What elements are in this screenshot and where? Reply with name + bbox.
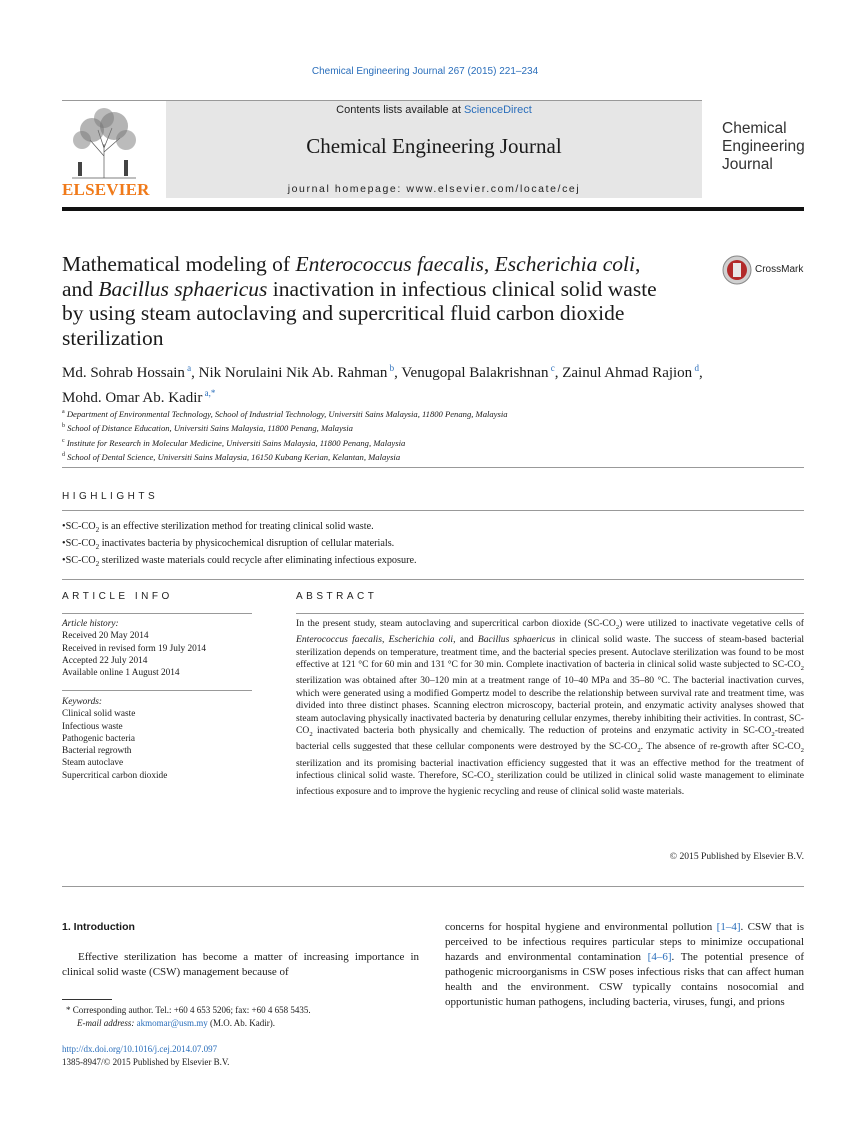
highlight-item: • $SC-CO_2$ is an effective sterilization method for treating clinical solid waste. — [62, 520, 807, 537]
journal-citation[interactable]: Chemical Engineering Journal 267 (2015) 221–234 — [311, 66, 539, 77]
article-info-heading: ARTICLE INFO — [62, 591, 173, 602]
divider — [62, 886, 804, 887]
article-history — [62, 618, 252, 679]
reference-link[interactable]: [4–6] — [647, 951, 672, 963]
affiliation: $^c$ Institute for Research in Molecular Medicine, Universiti Sains Malaysia, 11800 Penang, Malaysia — [62, 437, 406, 448]
title-text: , and — [62, 252, 641, 301]
author-affiliation-marker[interactable]: c — [548, 363, 555, 373]
crossmark-icon — [722, 255, 752, 285]
keywords-label: Keywords: — [62, 697, 102, 707]
keyword: Pathogenic bacteria — [62, 733, 136, 744]
affiliation: $^d$ School of Dental Science, Universiti Sains Malaysia, 16150 Kubang Kerian, Kelantan, Malaysia — [62, 451, 401, 462]
divider — [296, 613, 804, 614]
corresponding-author-note: * Corresponding author. Tel.: +60 4 653 5206; fax: +60 4 658 5435. — [66, 1005, 311, 1015]
copyright-notice: © 2015 Published by Elsevier B.V. — [669, 851, 804, 862]
title-species-name: Enterococcus faecalis — [295, 252, 484, 276]
issn-line: 1385-8947/© 2015 Published by Elsevier B.V. — [62, 1057, 230, 1067]
affiliation: $^a$ Department of Environmental Technology, School of Industrial Technology, Universiti Sains Malaysia, 11800 Penang, Malaysia — [62, 408, 508, 419]
journal-title: Chemical Engineering Journal — [306, 134, 562, 158]
history-entry: Accepted 22 July 2014 — [62, 655, 148, 666]
keyword: Supercritical carbon dioxide — [62, 770, 168, 781]
keyword: Steam autoclave — [62, 758, 124, 769]
author-list: Md. Sohrab Hossain $^a$, Nik Norulaini Nik Ab. Rahman $^b$, Venugopal Balakrishnan $^c$, Zainul Ahmad Rajion $^d$, Mohd. Omar Ab. Kadir $^{a,*}$ — [62, 363, 703, 406]
article-title — [62, 252, 662, 350]
title-text: inactivation in infectious clinical solid waste by using steam autoclaving and supercritical fluid carbon dioxide sterilization — [62, 276, 657, 350]
journal-homepage[interactable]: journal homepage: www.elsevier.com/locate/cej — [287, 183, 581, 195]
highlights-heading: HIGHLIGHTS — [62, 491, 159, 502]
journal-cover-logo — [722, 120, 822, 174]
section-heading-introduction: 1. Introduction — [62, 921, 135, 933]
divider — [62, 613, 252, 614]
author-affiliation-marker[interactable]: a — [184, 363, 192, 373]
affiliation: $^b$ School of Distance Education, Universiti Sains Malaysia, 11800 Penang, Malaysia — [62, 423, 353, 434]
author-affiliation-marker[interactable]: d — [692, 363, 699, 373]
author-name[interactable]: Mohd. Omar Ab. Kadir — [62, 390, 203, 406]
author-name[interactable]: Nik Norulaini Nik Ab. Rahman — [198, 365, 388, 381]
sciencedirect-link[interactable]: ScienceDirect — [463, 104, 532, 116]
journal-logo-line: Journal — [722, 156, 773, 173]
author-affiliation-marker[interactable]: a,* — [202, 388, 216, 398]
crossmark-badge[interactable] — [722, 255, 812, 285]
header-divider — [62, 207, 804, 211]
abstract-body: In the present study, steam autoclaving and supercritical carbon dioxide $(SC-CO_2)$ were utilized to inactivate vegetative cells of Enterococcus faecalis, Escherichia coli, and Bacillus sphaericus in clinical solid waste. The success of steam-based bacterial sterilization depends on temperature, treatment time, and the bacterial species present. Autoclave sterilization was found to be most effective at 121 °C for 60 min and 131 °C for 30 min. Complete inactivation of bacteria in clinical solid waste subjected to $SC-CO_2$ sterilization was obtained after 30–120 min at a treatment range of 10–40 MPa and 35–80 °C. The bacterial inactivation curves, which were generated using a modified Gompertz model to describe the relationship between survival rate and treatment time, was divided into three distinct phases. Scanning electron microscopy, bacterial protein, and enzymatic activity analyses showed that steam autoclaving physically inactivated bacteria by denaturing cellular enzymes, thereby inhibiting their activities. In contrast, $SC-CO_2$ inactivated bacteria both physically and chemically. The reduction of proteins and enzymatic activity in $SC-CO_2$-treated bacterial cells suggested that these cellular components were destroyed by the $SC-CO_2$. The absence of re-growth after $SC-CO_2$ sterilization and its promising bacterial inactivation efficiency suggested that it was an effective method for the treatment of infectious clinical solid waste. Therefore, $SC-CO_2$ sterilization could be utilized in clinical solid waste management to eliminate infectious exposure and to improve the hygienic recycling and reuse of clinical solid waste materials. — [296, 618, 804, 798]
author-affiliation-marker[interactable]: b — [387, 363, 395, 373]
keywords-list — [62, 696, 252, 782]
history-entry: Received in revised form 19 July 2014 — [62, 643, 207, 654]
keyword: Infectious waste — [62, 721, 123, 732]
intro-paragraph-col1: Effective sterilization has become a matter of increasing importance in clinical solid waste (CSW) management because of — [62, 951, 419, 978]
intro-paragraph-col2: concerns for hospital hygiene and environmental pollution [1–4]. CSW that is perceived to be infectious requires particular steps to minimize occupational hazards and environmental contamination [4–6]. The potential presence of pathogenic microorganisms in CSW poses infectious risks that can affect human health and the environment. CSW typically contains nosocomial and opportunistic human pathogens, including bacteria, viruses, fungi, and prions — [445, 921, 805, 1008]
author-name[interactable]: Venugopal Balakrishnan — [401, 365, 549, 381]
elsevier-tree-logo — [62, 104, 146, 180]
highlights-list — [62, 520, 807, 571]
journal-logo-line: Engineering — [722, 138, 805, 155]
history-label: Article history: — [62, 619, 119, 629]
divider — [62, 510, 804, 511]
email-note: E-mail address: akmomar@usm.my (M.O. Ab. Kadir). — [77, 1018, 275, 1028]
history-entry: Available online 1 August 2014 — [62, 668, 180, 679]
footnote-rule — [62, 999, 112, 1000]
contents-line: Contents lists available at ScienceDirect — [336, 104, 532, 116]
divider — [62, 467, 804, 468]
title-species-name: Escherichia coli — [494, 252, 635, 276]
title-text: Mathematical modeling of — [62, 252, 296, 276]
author-name[interactable]: Md. Sohrab Hossain — [62, 365, 185, 381]
highlight-item: • $SC-CO_2$ sterilized waste materials could recycle after eliminating infectious exposure. — [62, 554, 807, 571]
email-link[interactable]: akmomar@usm.my — [136, 1018, 208, 1028]
doi-link[interactable]: http://dx.doi.org/10.1016/j.cej.2014.07.097 — [62, 1044, 218, 1054]
author-name[interactable]: Zainul Ahmad Rajion — [562, 365, 693, 381]
crossmark-label: CrossMark — [755, 264, 804, 275]
divider — [62, 690, 252, 691]
keyword: Clinical solid waste — [62, 709, 136, 720]
affiliation-list — [62, 406, 807, 463]
title-text: , — [483, 252, 495, 276]
divider — [62, 579, 804, 580]
keyword: Bacterial regrowth — [62, 746, 132, 757]
title-species-name: Bacillus sphaericus — [98, 276, 268, 301]
highlight-item: • $SC-CO_2$ inactivates bacteria by physicochemical disruption of cellular materials. — [62, 537, 807, 554]
journal-logo-line: Chemical — [722, 120, 787, 137]
history-entry: Received 20 May 2014 — [62, 631, 149, 642]
abstract-heading: ABSTRACT — [296, 591, 378, 602]
reference-link[interactable]: [1–4] — [716, 921, 741, 933]
elsevier-wordmark: ELSEVIER — [62, 180, 150, 199]
